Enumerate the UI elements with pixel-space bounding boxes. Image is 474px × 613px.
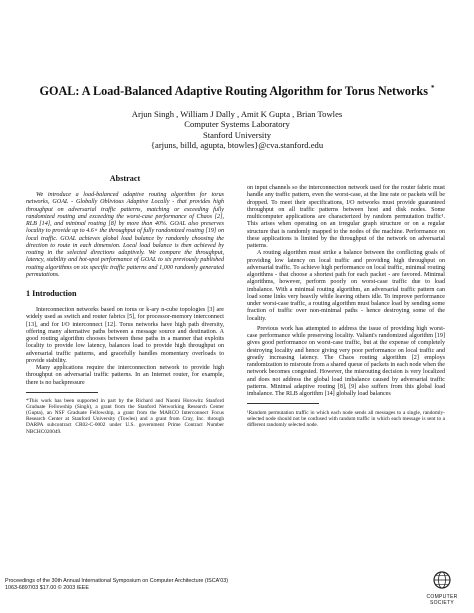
traffic-footnote: ¹Random permutation traffic in which each node sends all messages to a single, randomly-selected node should not be confused with random traffic in which each message is sent to a different randomly selected node.	[247, 409, 445, 428]
title-footnote-mark: *	[431, 84, 435, 92]
abstract-text: We introduce a load-balanced adaptive routing algorithm for torus networks, GOAL - Globally Oblivious Adaptive Locally - that provides high throughput on adversarial traffic patterns, matching or exceeding fully randomized routing and exceeding the worst-case performance of Chaos [2], RLB [14], and minimal routing [8] by more than 40%. GOAL also preserves locality to provide up to 4.6× the throughput of fully randomized routing [19] on local traffic. GOAL achieves global load balance by randomly choosing the direction to route in each dimension. Local load balance is then achieved by routing in the selected directions adaptively. We compare the throughput, latency, stability and hot-spot performance of GOAL to six previously published routing algorithms on six specific traffic patterns and 1,000 randomly generated permutations.	[26, 192, 224, 278]
author-names: Arjun Singh , William J Dally , Amit K Gupta , Brian Towles	[131, 109, 343, 119]
author-lab: Computer Systems Laboratory	[184, 119, 290, 130]
footer-line-2: 1063-6897/03 $17.00 © 2003 IEEE	[5, 584, 89, 591]
right-paragraph-1: on input channels so the interconnection network used for the router fabric must handle any traffic pattern, even the worst-case, at the line rate or packets will be dropped. To meet their specifications, I/O networks must provide guaranteed throughput on all traffic patterns between host and disk nodes. Some multicomputer applications are characterized by random permutation traffic¹. This arises when operating on an irregular graph structure or on a regular structure that is randomly mapped to the nodes of the machine. Performance on these applications is limited by the throughput of the network on adversarial patterns.	[247, 185, 445, 249]
computer-society-logo	[420, 570, 464, 608]
author-email: {arjuns, billd, agupta, btowles}@cva.stanford.edu	[150, 139, 324, 150]
title-text: GOAL: A Load-Balanced Adaptive Routing Algorithm for Torus Networks	[39, 84, 428, 99]
footnote-rule	[26, 392, 98, 393]
logo-line-1: COMPUTER	[426, 594, 458, 600]
right-column	[247, 185, 445, 433]
paper-title	[20, 81, 454, 98]
proceedings-footer	[5, 578, 325, 591]
right-footnote-rule	[247, 403, 319, 404]
right-paragraph-3: Previous work has attempted to address the issue of providing high worst-case performance while preserving locality. Valiant's randomized algorithm [19] gives good performance on worst-case traffic, but at the expense of completely destroying locality and hence giving very poor performance on local traffic and greatly increasing latency. The Chaos routing algorithm [2] employs randomization to misroute from a shared queue of packets in each node when the network becomes congested. However, the misrouting decision is very localized and does not address the global load imbalance caused by adversarial traffic patterns. Minimal adaptive routing [8], [9] also suffers from this global load imbalance. The RLB algorithm [14] globally load balances	[247, 325, 445, 397]
logo-line-2: SOCIETY	[429, 599, 455, 606]
intro-heading: 1 Introduction	[26, 289, 77, 298]
abstract-heading: Abstract	[109, 174, 141, 183]
funding-footnote: *This work has been supported in part by the Richard and Naomi Horowitz Stanford Graduate Fellowship (Singh), a grant from the Stanford Networking Research Center (Gupta), an NSF Graduate Fellowship, a grant from the MARCO Interconnect Focus Research Center at Stanford University (Towles) and a grant from Cray, Inc. through DARPA subcontract CR02-C-0002 under U.S. government Prime Contract Number NBCHC020049.	[26, 398, 224, 435]
intro-paragraph-1: Interconnection networks based on torus or k-ary n-cube topologies [3] are widely used as switch and router fabrics [5], for processor-memory interconnect [13], and for I/O interconnect [12]. Torus networks have high path diversity, offering many alternative paths between a message source and destination. A good routing algorithm chooses between these paths in a manner that exploits locality to provide low latency, balances load to provide high throughput on adversarial traffic patterns, and gracefully handles momentary overloads to provide stability.	[26, 307, 224, 364]
footer-line-1: Proceedings of the 30th Annual International Symposium on Computer Architecture (ISCA'03)	[5, 578, 229, 584]
right-paragraph-2: A routing algorithm must strike a balance between the conflicting goals of providing low latency on local traffic and providing high throughput on adversarial traffic. To achieve high performance on local traffic, minimal routing algorithms - that choose a shortest path for each packet - are favored. Minimal algorithms, however, perform poorly on worst-case traffic due to load imbalance. With a minimal routing algorithm, an adversarial traffic pattern can load some links very heavily while leaving others idle. To improve performance under worst-case traffic, a routing algorithm must balance load by sending some fraction of traffic over non-minimal paths - hence destroying some of the locality.	[247, 250, 445, 322]
intro-paragraph-2: Many applications require the interconnection network to provide high throughput on adversarial traffic patterns. In an Internet router, for example, there is no backpressure	[26, 365, 224, 386]
globe-icon	[432, 570, 452, 590]
author-block	[60, 109, 414, 150]
author-university: Stanford University	[202, 129, 272, 140]
left-column	[26, 172, 224, 440]
